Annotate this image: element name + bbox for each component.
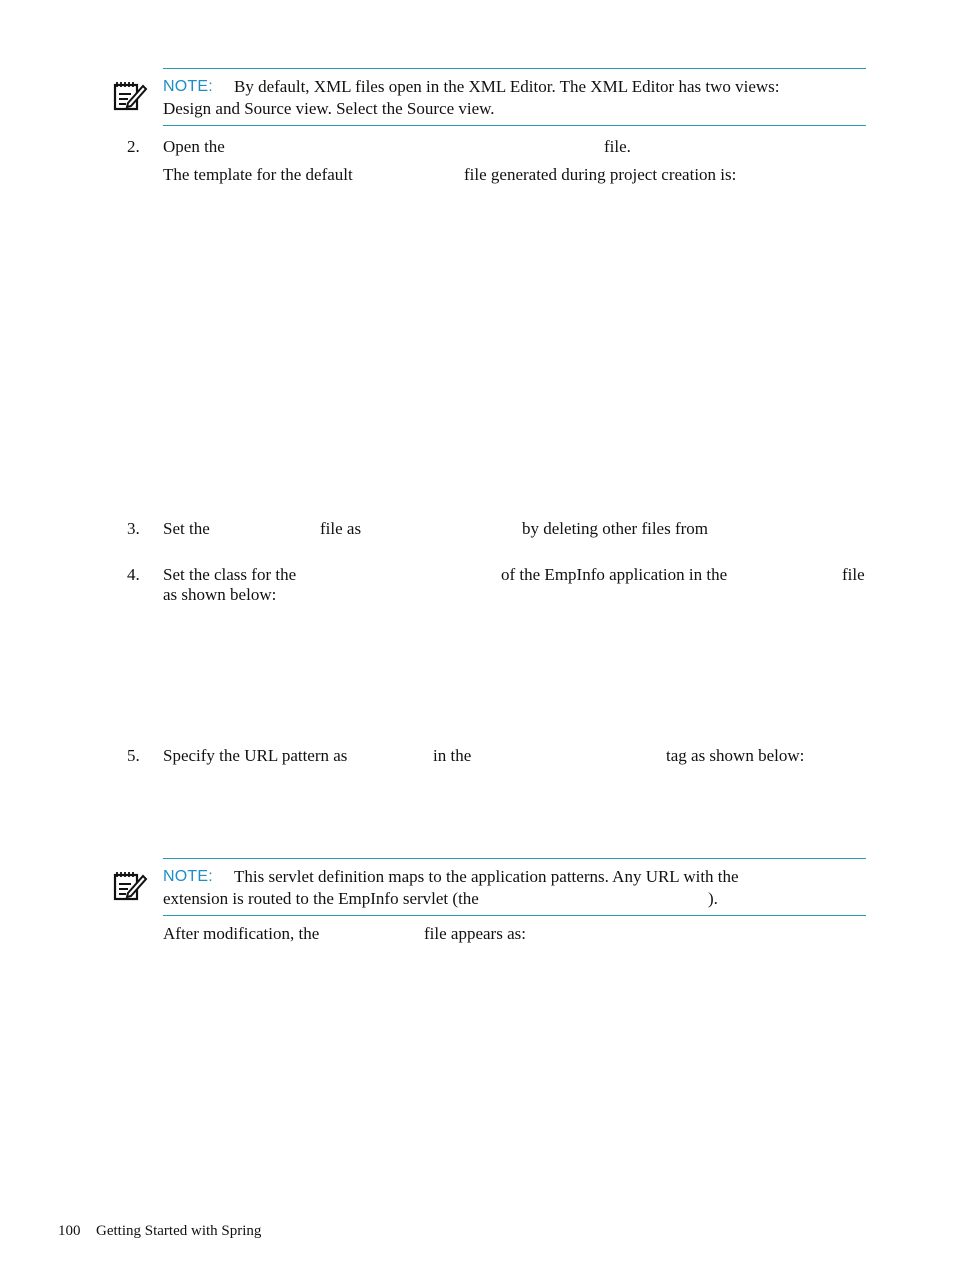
step-text: file. (604, 137, 631, 156)
step-text: Open the (163, 137, 225, 156)
note-text-line: By default, XML files open in the XML Editor. The XML Editor has two views: (234, 77, 780, 96)
running-footer-title: Getting Started with Spring (96, 1223, 262, 1239)
body-text: After modification, the (163, 924, 320, 943)
note-pad-pencil-icon (112, 78, 148, 114)
note-bottom-rule (163, 915, 866, 916)
step-number: 2. (127, 137, 140, 156)
step-text: of the EmpInfo application in the (501, 565, 728, 584)
step-text: The template for the default (163, 165, 353, 184)
note-top-rule (163, 68, 866, 69)
step-text: file (842, 565, 865, 584)
note-text-line: extension is routed to the EmpInfo servlet (the (163, 889, 479, 908)
step-text: Set the class for the (163, 565, 297, 584)
note-bottom-rule (163, 125, 866, 126)
note-text-line: ). (708, 889, 718, 908)
note-top-rule (163, 858, 866, 859)
body-text: file appears as: (424, 924, 526, 943)
note-pad-pencil-icon (112, 868, 148, 904)
step-text: file as (320, 519, 362, 538)
step-number: 4. (127, 565, 140, 584)
step-text: tag as shown below: (666, 746, 805, 765)
note-label: NOTE: (163, 868, 213, 885)
step-text: as shown below: (163, 585, 277, 604)
note-label: NOTE: (163, 78, 213, 95)
note-text-line: Design and Source view. Select the Source view. (163, 99, 495, 118)
step-number: 5. (127, 746, 140, 765)
step-text: by deleting other files from (522, 519, 709, 538)
note-text-line: This servlet definition maps to the application patterns. Any URL with the (234, 867, 739, 886)
step-text: Specify the URL pattern as (163, 746, 348, 765)
step-text: file generated during project creation is: (464, 165, 737, 184)
step-text: in the (433, 746, 472, 765)
page-number: 100 (58, 1223, 81, 1239)
step-text: Set the (163, 519, 210, 538)
step-number: 3. (127, 519, 140, 538)
